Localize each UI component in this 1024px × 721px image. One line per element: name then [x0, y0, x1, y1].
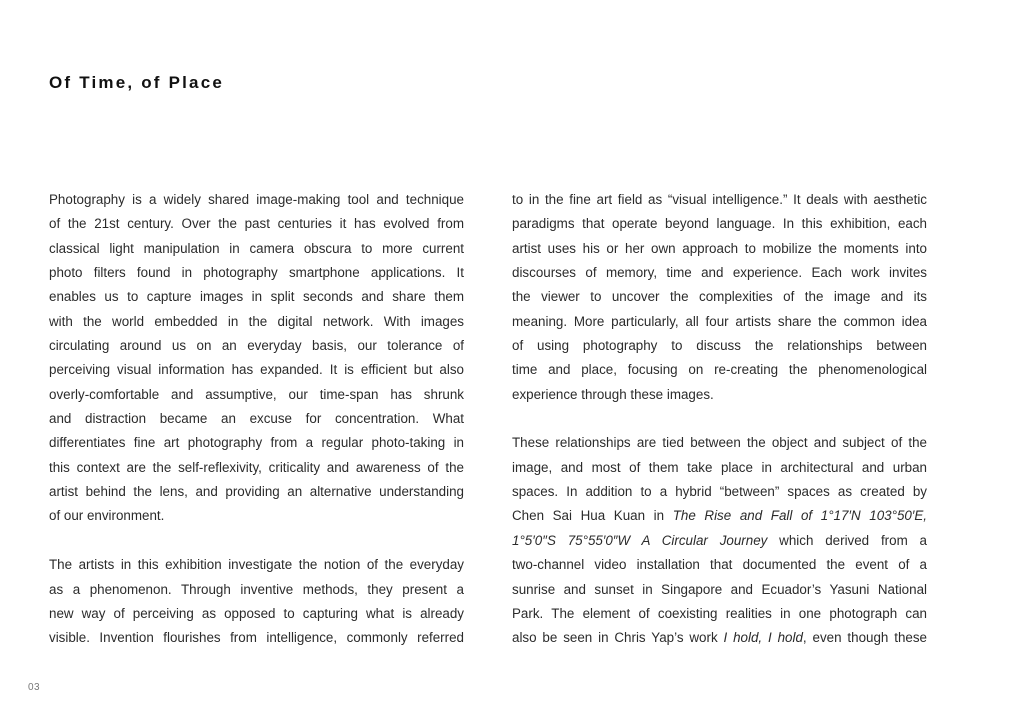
text-line: meaning. More particularly, all four artists share the common idea: [512, 313, 927, 329]
text-line: of the 21st century. Over the past centuries it has evolved from: [49, 216, 464, 232]
text-line: differentiates fine art photography from a regular photo-taking in: [49, 435, 464, 451]
text-line: two-channel video installation that documented the event of a: [512, 557, 927, 573]
text-line: These relationships are tied between the object and subject of the: [512, 435, 927, 451]
text-line: circulating around us on an everyday basis, our tolerance of: [49, 338, 464, 354]
text-line: with the world embedded in the digital network. With images: [49, 313, 464, 329]
text-line: to in the fine art field as “visual intelligence.” It deals with aesthetic: [512, 192, 927, 207]
text-line: Photography is a widely shared image-making tool and technique: [49, 192, 464, 207]
page-title: Of Time, of Place: [49, 73, 225, 92]
text-line: experience through these images.: [512, 386, 714, 402]
text-line: [512, 504, 927, 528]
text-line: classical light manipulation in camera obscura to more current: [49, 240, 464, 256]
text-line: overly-comfortable and assumptive, our time-span has shrunk: [49, 386, 464, 402]
text-line: visible. Invention flourishes from intelligence, commonly referred: [49, 630, 464, 646]
artwork-title-circular-journey: 1°5′0″S 75°55′0″W A Circular Journey: [512, 532, 768, 548]
text-run: , even though these: [802, 630, 927, 646]
page-number: 03: [28, 682, 41, 693]
text-line: The artists in this exhibition investigate the notion of the everyday: [49, 557, 464, 573]
artwork-title-rise-and-fall: The Rise and Fall of 1°17′N 103°50′E,: [672, 508, 927, 524]
text-line: perceiving visual information has expanded. It is efficient but also: [49, 362, 464, 378]
text-line: [512, 626, 927, 650]
artwork-title-i-hold: I hold, I hold: [723, 630, 803, 646]
text-line: sunrise and sunset in Singapore and Ecuador’s Yasuni National: [512, 581, 927, 597]
right-column: [512, 188, 927, 651]
text-line: Park. The element of coexisting realities in one photograph can: [512, 605, 927, 621]
text-line: photo filters found in photography smartphone applications. It: [49, 265, 464, 281]
text-line: as a phenomenon. Through inventive methods, they present a: [49, 581, 464, 597]
text-line: spaces. In addition to a hybrid “between” spaces as created by: [512, 484, 927, 500]
text-run: Chen Sai Hua Kuan in: [512, 508, 673, 524]
text-line: image, and most of them take place in architectural and urban: [512, 459, 927, 475]
paragraph-relationships: [512, 431, 927, 650]
text-line: artist behind the lens, and providing an alternative understanding: [49, 484, 464, 500]
text-line: enables us to capture images in split seconds and share them: [49, 289, 464, 305]
paragraph-visual-intelligence: [512, 188, 927, 407]
text-line: discourses of memory, time and experience. Each work invites: [512, 265, 927, 281]
text-line: time and place, focusing on re-creating the phenomenological: [512, 362, 927, 378]
text-run: which derived from a: [767, 532, 927, 548]
left-column: [49, 188, 464, 651]
paragraph-everyday-phenomenon: [49, 553, 464, 650]
text-line: paradigms that operate beyond language. In this exhibition, each: [512, 216, 927, 232]
paragraph-photography-intro: [49, 188, 464, 529]
text-line: and distraction became an excuse for concentration. What: [49, 411, 464, 427]
text-line: artist uses his or her own approach to mobilize the moments into: [512, 240, 927, 256]
text-line: new way of perceiving as opposed to capturing what is already: [49, 605, 464, 621]
text-line: the viewer to uncover the complexities of the image and its: [512, 289, 927, 305]
text-line: [512, 529, 927, 553]
text-line: of using photography to discuss the relationships between: [512, 338, 927, 354]
text-line: of our environment.: [49, 508, 165, 524]
text-run: also be seen in Chris Yap’s work: [512, 630, 724, 646]
text-line: this context are the self-reflexivity, criticality and awareness of the: [49, 459, 464, 475]
